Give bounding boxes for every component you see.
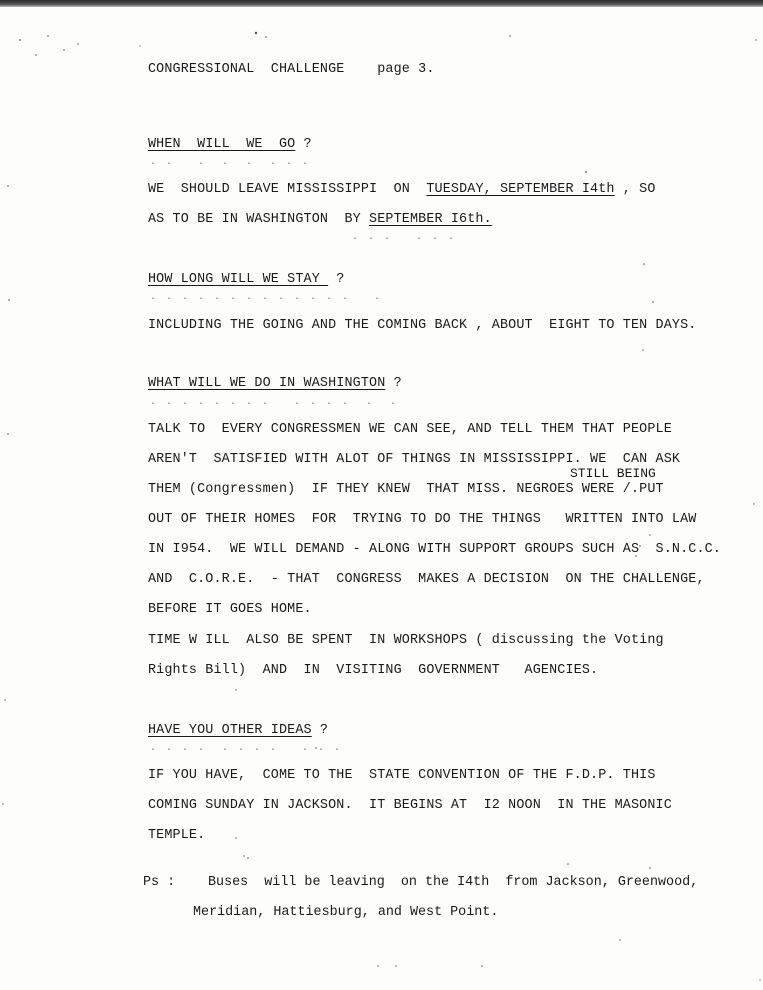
what-line-1: TALK TO EVERY CONGRESSMEN WE CAN SEE, AND TELL THEM THAT PEOPLE — [148, 422, 672, 437]
page-header — [148, 62, 435, 78]
what-line-5: IN I954. WE WILL DEMAND - ALONG WITH SUPPORT GROUPS SUCH AS S.N.C.C. — [148, 542, 721, 557]
heading-ideas — [148, 723, 328, 739]
what-line-9: Rights Bill) AND IN VISITING GOVERNMENT AGENCIES. — [148, 663, 599, 678]
when-line-1 — [148, 182, 656, 198]
when-line-2-start: AS TO BE IN WASHINGTON BY — [148, 212, 370, 227]
what-line-2: AREN'T SATISFIED WITH ALOT OF THINGS IN MISSISSIPPI. WE CAN ASK — [148, 452, 681, 467]
heading-what — [148, 376, 402, 392]
document-title: CONGRESSIONAL CHALLENGE — [148, 62, 345, 77]
heading-when — [148, 137, 312, 153]
heading-when-mark: ? — [295, 137, 312, 152]
ideas-line-2: COMING SUNDAY IN JACKSON. IT BEGINS AT I2 NOON IN THE MASONIC — [148, 798, 672, 813]
arrival-date: SEPTEMBER I6th. — [369, 212, 492, 227]
heading-how-long-mark: ? — [328, 272, 345, 287]
heading-how-long-text: HOW LONG WILL WE STAY — [148, 272, 329, 287]
what-line-6: AND C.O.R.E. - THAT CONGRESS MAKES A DECISION ON THE CHALLENGE, — [148, 572, 705, 587]
heading-what-text: WHAT WILL WE DO IN WASHINGTON — [148, 376, 386, 391]
when-line-1-start: WE SHOULD LEAVE MISSISSIPPI ON — [148, 182, 427, 197]
heading-ideas-text: HAVE YOU OTHER IDEAS — [148, 723, 312, 738]
departure-date: TUESDAY, SEPTEMBER I4th — [426, 182, 615, 197]
handwritten-insert: STILL BEING — [570, 466, 656, 481]
dotted-guide: . . . . . . — [352, 232, 457, 243]
heading-what-mark: ? — [385, 376, 402, 391]
ideas-line-3: TEMPLE. — [148, 828, 206, 843]
what-line-7: BEFORE IT GOES HOME. — [148, 602, 312, 617]
when-line-2 — [148, 212, 492, 228]
dotted-guide: . . . . . . . . — [150, 157, 311, 168]
what-line-3: THEM (Congressmen) IF THEY KNEW THAT MISS. NEGROES WERE /.PUT — [148, 482, 664, 497]
how-long-line-1: INCLUDING THE GOING AND THE COMING BACK , ABOUT EIGHT TO TEN DAYS. — [148, 318, 697, 333]
dotted-guide: . . . . . . . . . . . . . . — [150, 292, 383, 303]
postscript-line-2: Meridian, Hattiesburg, and West Point. — [193, 905, 499, 920]
dotted-guide: . . . . . . . . . . . . . . — [150, 397, 399, 408]
postscript-line-1: Buses will be leaving on the I4th from Jackson, Greenwood, — [208, 875, 699, 890]
postscript-label: Ps : — [143, 875, 176, 890]
ideas-line-1: IF YOU HAVE, COME TO THE STATE CONVENTION OF THE F.D.P. THIS — [148, 768, 656, 783]
heading-how-long — [148, 272, 344, 288]
dotted-guide: . . . . . . . . . . . — [150, 743, 343, 754]
what-line-4: OUT OF THEIR HOMES FOR TRYING TO DO THE THINGS WRITTEN INTO LAW — [148, 512, 697, 527]
heading-ideas-mark: ? — [311, 723, 329, 738]
what-line-8: TIME W ILL ALSO BE SPENT IN WORKSHOPS ( discussing the Voting — [148, 633, 664, 648]
heading-when-text: WHEN WILL WE GO — [148, 137, 296, 152]
when-line-1-end: , SO — [614, 182, 656, 197]
page-number: page 3. — [377, 62, 435, 77]
